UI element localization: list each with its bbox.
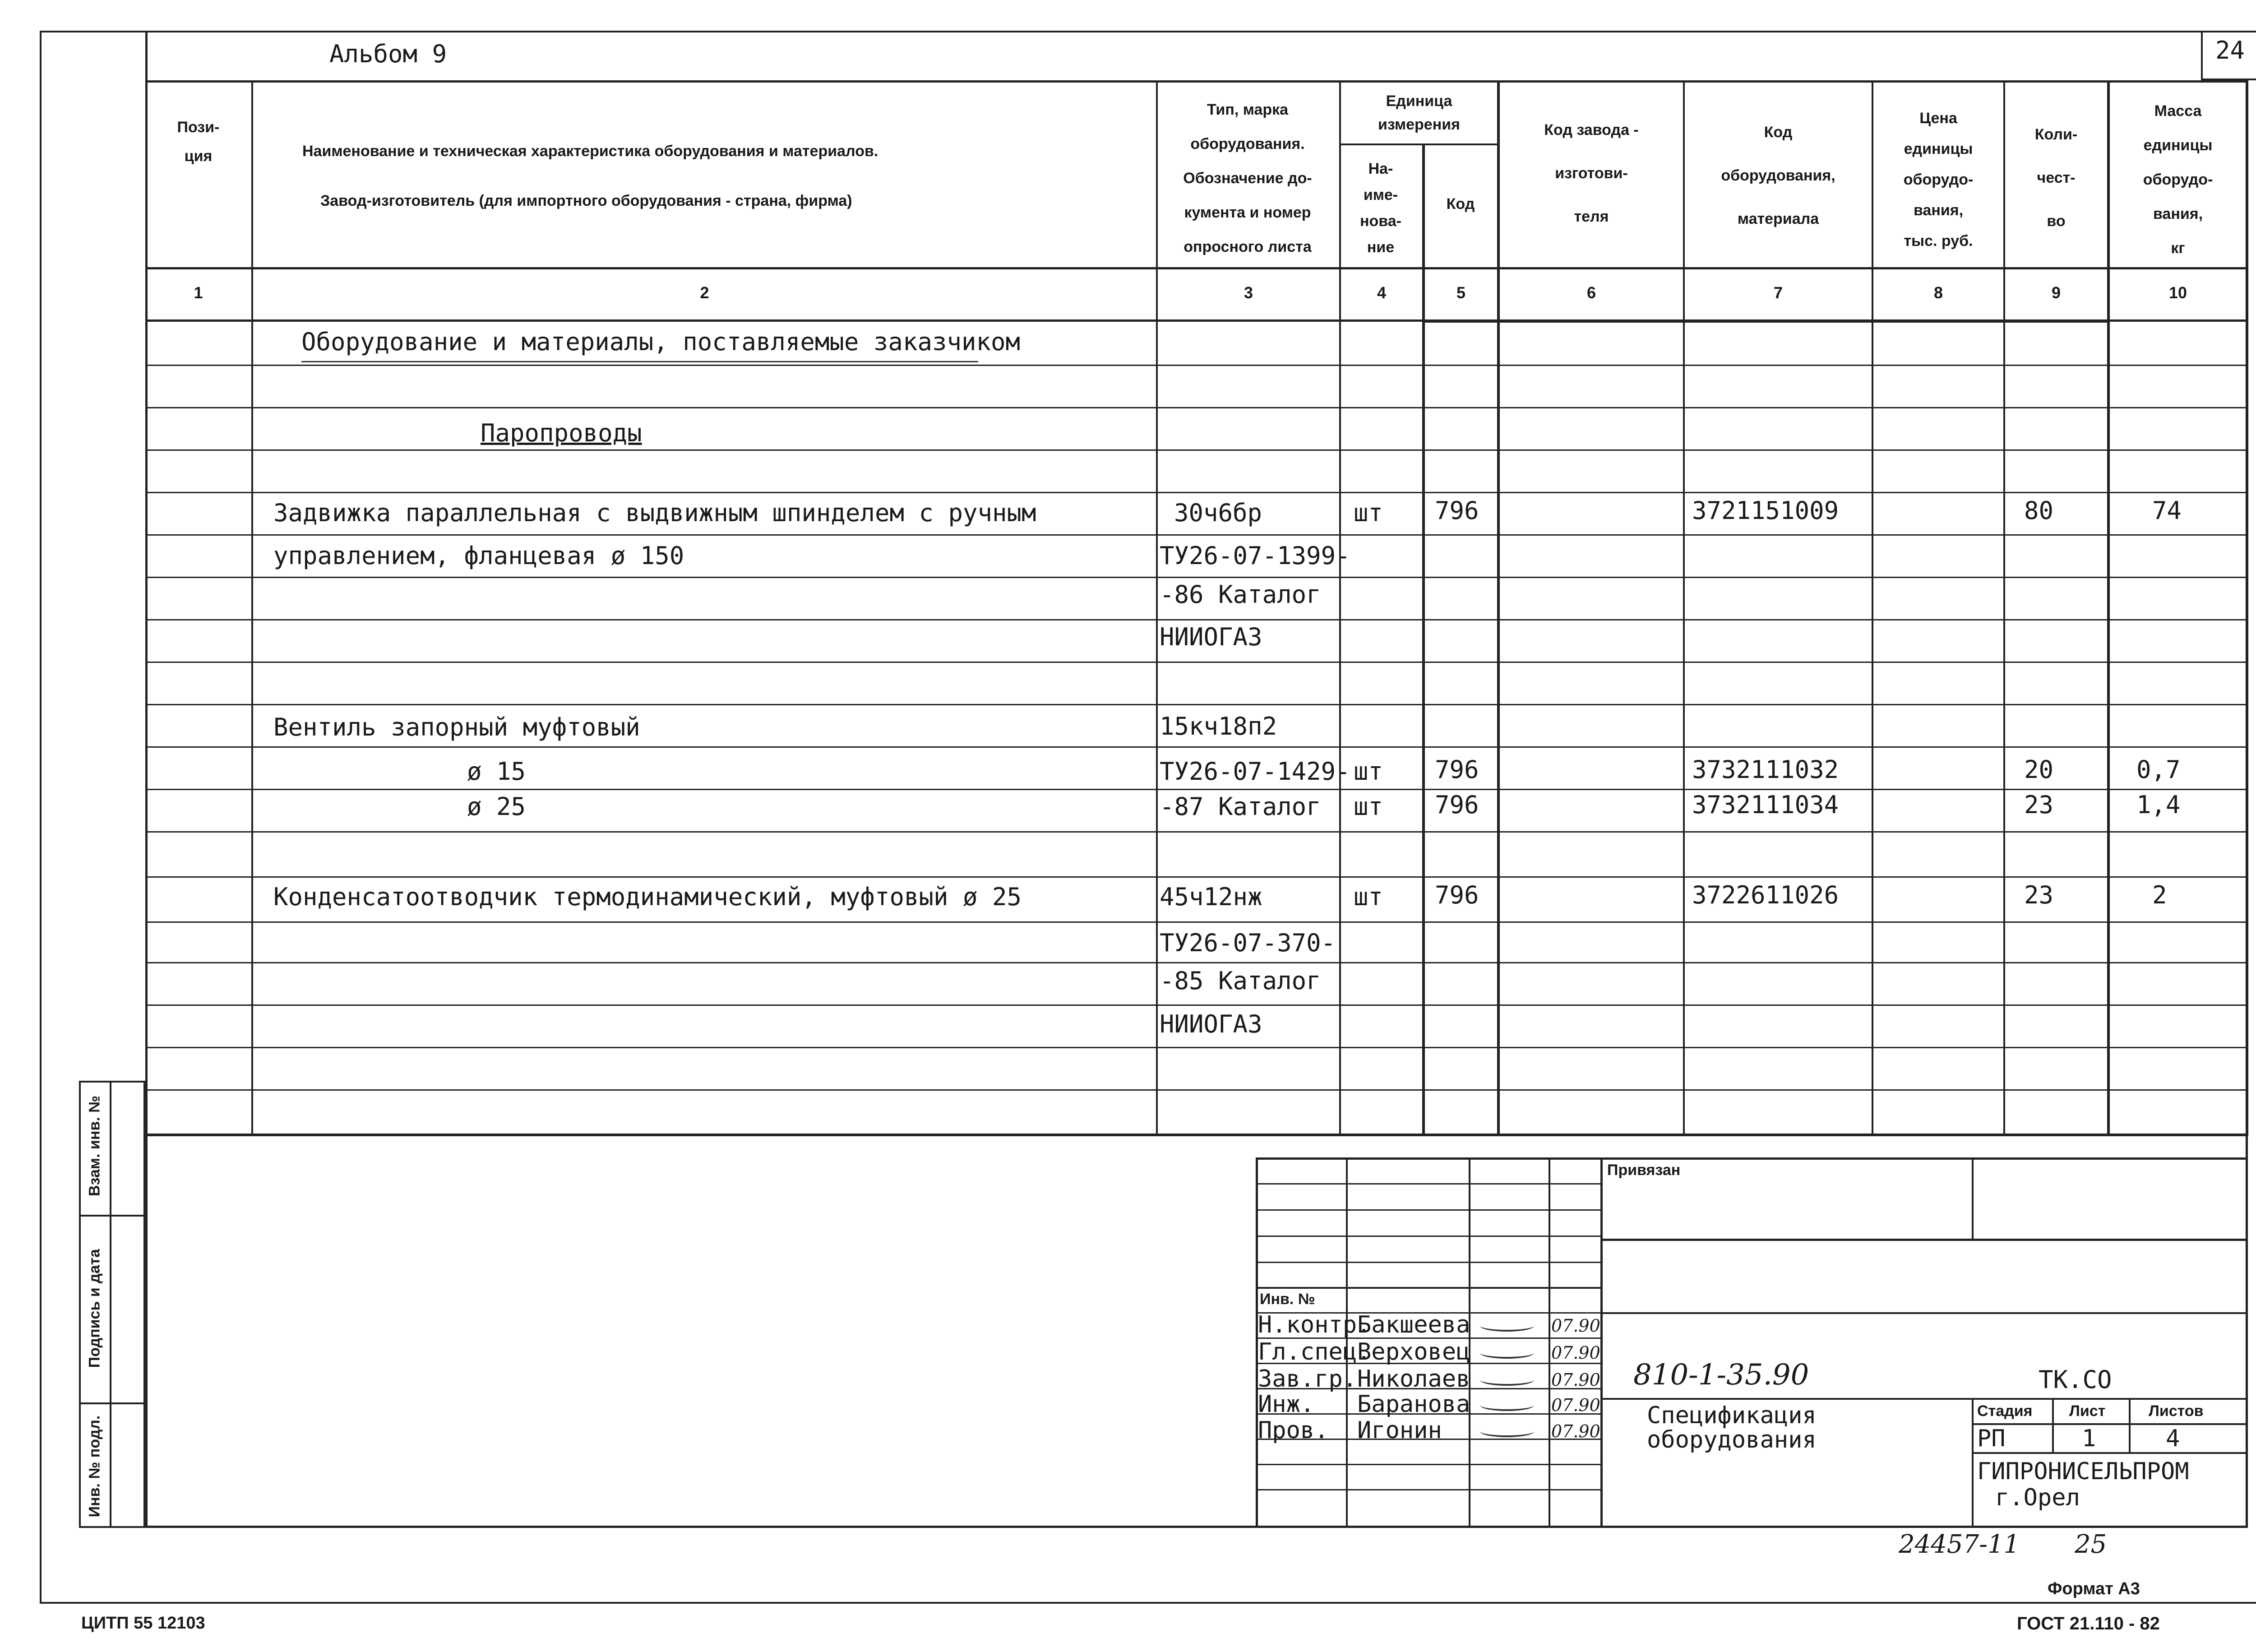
row-line: [145, 1047, 2248, 1048]
tb-hline-title: [1600, 1398, 2248, 1400]
role-person: Баранова: [1357, 1391, 1470, 1418]
signature: [1480, 1347, 1534, 1359]
colnum-7: 7: [1773, 283, 1783, 302]
item-type: -86 Каталог: [1160, 580, 1321, 609]
header-position: Пози- ция: [177, 119, 220, 165]
signature: [1480, 1399, 1534, 1411]
row-line: [145, 704, 2248, 705]
role-label: Н.контр.: [1258, 1311, 1371, 1338]
colnum-6: 6: [1586, 283, 1596, 302]
role-label: Инж.: [1258, 1391, 1315, 1418]
stage-label: Стадия: [1977, 1402, 2033, 1420]
item-type: 30ч6бр: [1174, 499, 1262, 527]
role-label: Пров.: [1258, 1417, 1329, 1444]
item-equipment-code: 3732111032: [1692, 755, 1839, 784]
header-equipment-code: Код оборудования, материала: [1721, 124, 1835, 227]
item-unit: шт: [1354, 757, 1383, 786]
role-person: Николаев: [1357, 1365, 1470, 1393]
role-date: 07.90: [1551, 1421, 1600, 1441]
album-label: Альбом 9: [329, 40, 447, 68]
item-unit-code: 796: [1435, 881, 1479, 909]
sheet-value: 1: [2082, 1425, 2096, 1452]
colnum-3: 3: [1244, 283, 1253, 302]
side-label-vzam: Взам. инв. №: [86, 1095, 103, 1197]
tb-hline: [1256, 1183, 1602, 1185]
header-factory-code: Код завода - изготови- теля: [1544, 121, 1639, 225]
row-line: [145, 407, 2248, 408]
tb-hline: [1256, 1489, 1602, 1490]
table-bottom-line: [145, 1134, 2248, 1136]
tb-vline-sheet: [2052, 1398, 2054, 1452]
tb-hline: [1256, 1287, 1602, 1289]
item-type: 15кч18п2: [1160, 712, 1277, 740]
row-line: [145, 1089, 2248, 1091]
colnum-8: 8: [1933, 283, 1943, 302]
item-mass: 74: [2152, 496, 2182, 525]
role-label: Гл.спец.: [1258, 1338, 1371, 1365]
colnum-5: 5: [1456, 283, 1466, 302]
role-date: 07.90: [1551, 1370, 1600, 1390]
tb-hline-stage: [1972, 1423, 2248, 1425]
tb-vline-privyazan: [1972, 1157, 1974, 1239]
header-unit: Единица измерения: [1378, 93, 1460, 133]
inv-no-label: Инв. №: [1260, 1291, 1315, 1308]
item-type: 45ч12нж: [1160, 883, 1262, 911]
section-title-underline: [301, 361, 978, 362]
role-date: 07.90: [1551, 1343, 1600, 1363]
item-type: НИИОГАЗ: [1160, 1010, 1262, 1038]
tb-vline-stage: [1972, 1398, 1974, 1528]
item-equipment-code: 3732111034: [1692, 791, 1839, 819]
colnum-2: 2: [700, 283, 709, 302]
item-type: ТУ26-07-1429-: [1160, 757, 1350, 786]
side-stamp-split: [79, 1215, 145, 1217]
col-line-1: [251, 80, 253, 1136]
stage-value: РП: [1977, 1425, 2006, 1452]
header-mass: Масса единицы оборудо- вания, кг: [2143, 102, 2213, 257]
sheets-value: 4: [2166, 1425, 2180, 1452]
header-unit-code: Код: [1446, 195, 1475, 213]
item-unit: шт: [1354, 792, 1383, 821]
role-person: Верховец: [1357, 1338, 1470, 1365]
side-label-inv-podl: Инв. № подл.: [86, 1415, 103, 1518]
sheet-number: 24: [2215, 36, 2245, 65]
item-mass: 2: [2152, 881, 2167, 909]
row-line: [145, 365, 2248, 366]
item-unit: шт: [1354, 499, 1383, 527]
item-type: -87 Каталог: [1160, 792, 1321, 821]
tb-hline-privyazan: [1600, 1239, 2248, 1241]
colnum-10: 10: [2168, 283, 2187, 302]
item-mass: 0,7: [2136, 755, 2181, 784]
sheet-label: Лист: [2069, 1402, 2106, 1420]
row-line: [145, 577, 2248, 578]
item-quantity: 80: [2024, 496, 2054, 525]
col-line-5: [1497, 80, 1500, 1136]
item-unit: шт: [1354, 883, 1383, 911]
item-mass: 1,4: [2136, 791, 2181, 819]
item-quantity: 23: [2024, 881, 2054, 909]
item-name: Задвижка параллельная с выдвижным шпинделем с ручным: [273, 499, 1036, 527]
gost-label: ГОСТ 21.110 - 82: [2017, 1614, 2160, 1633]
organization: ГИПРОНИСЕЛЬПРОМ г.Орел: [1977, 1458, 2189, 1511]
item-unit-code: 796: [1435, 791, 1479, 819]
item-name: ø 15: [467, 757, 526, 786]
item-equipment-code: 3722611026: [1692, 881, 1839, 909]
signature: [1480, 1374, 1534, 1386]
project-code: 810-1-35.90: [1633, 1358, 1809, 1392]
role-person: Игонин: [1357, 1417, 1442, 1444]
row-line: [145, 789, 2248, 790]
row-line: [145, 534, 2248, 536]
document-title: Спецификация оборудования: [1647, 1402, 1817, 1453]
item-quantity: 20: [2024, 755, 2054, 784]
row-line: [145, 492, 2248, 493]
doc-code: ТК.СО: [2039, 1365, 2112, 1394]
privyazan-label: Привязан: [1607, 1161, 1681, 1179]
signature: [1480, 1425, 1534, 1437]
item-unit-code: 796: [1435, 496, 1479, 525]
subsection-title: Паропроводы: [481, 419, 642, 447]
item-type: НИИОГАЗ: [1160, 623, 1262, 651]
tb-vline-sheets: [2129, 1398, 2131, 1452]
archive-page: 25: [2075, 1530, 2107, 1559]
side-stamp-split: [79, 1402, 145, 1404]
tb-hline: [1256, 1464, 1602, 1465]
item-type: ТУ26-07-370-: [1160, 929, 1336, 957]
row-line: [145, 746, 2248, 748]
archive-number: 24457-11: [1899, 1530, 2020, 1559]
row-line: [145, 662, 2248, 663]
tb-hline-code: [1600, 1312, 2248, 1314]
side-label-podpis: Подпись и дата: [86, 1249, 103, 1368]
item-name: Вентиль запорный муфтовый: [273, 713, 640, 741]
format-label: Формат А3: [2048, 1579, 2140, 1598]
colnum-4: 4: [1377, 283, 1387, 302]
role-label: Зав.гр.: [1258, 1365, 1357, 1393]
item-name: Конденсатоотводчик термодинамический, муфтовый ø 25: [273, 883, 1022, 911]
header-name: Наименование и техническая характеристика оборудования и материалов. Завод-изготовитель (для импортного оборудования - страна, фирма): [302, 143, 878, 209]
header-bottom-line: [145, 267, 2248, 269]
side-stamp-divider: [110, 1081, 111, 1528]
item-equipment-code: 3721151009: [1692, 496, 1839, 525]
unit-split-line: [1339, 143, 1499, 145]
header-price: Цена единицы оборудо- вания, тыс. руб.: [1903, 110, 1974, 250]
album-left-line: [145, 31, 148, 80]
signature: [1480, 1320, 1534, 1332]
role-person: Бакшеева: [1357, 1311, 1470, 1338]
tb-vline: [1549, 1157, 1550, 1528]
item-type: -85 Каталог: [1160, 967, 1321, 995]
row-line: [145, 449, 2248, 451]
tb-hline: [1256, 1209, 1602, 1211]
header-type: Тип, марка оборудования. Обозначение до- кумента и номер опросного листа: [1183, 101, 1312, 255]
tb-vline: [1600, 1157, 1603, 1528]
row-line: [145, 619, 2248, 620]
row-line: [145, 1004, 2248, 1006]
item-unit-code: 796: [1435, 755, 1479, 784]
item-type: ТУ26-07-1399-: [1160, 541, 1350, 570]
row-line: [145, 831, 2248, 833]
citp-label: ЦИТП 55 12103: [81, 1614, 205, 1633]
row-line: [145, 876, 2248, 878]
role-date: 07.90: [1551, 1316, 1600, 1336]
colnum-1: 1: [194, 283, 203, 302]
col-line-10: [2246, 80, 2248, 1136]
item-name: ø 25: [467, 792, 526, 821]
tb-hline: [1256, 1262, 1602, 1263]
sheets-label: Листов: [2149, 1402, 2204, 1420]
row-line: [145, 962, 2248, 963]
item-quantity: 23: [2024, 791, 2054, 819]
item-name: управлением, фланцевая ø 150: [273, 541, 684, 570]
role-date: 07.90: [1551, 1395, 1600, 1415]
row-line: [145, 921, 2248, 923]
header-quantity: Коли- чест- во: [2034, 126, 2078, 230]
tb-hline: [1256, 1236, 1602, 1237]
thick-top-line: [1422, 319, 2110, 323]
header-unit-name: На- име- нова- ние: [1360, 160, 1401, 256]
colnum-9: 9: [2051, 283, 2061, 302]
tb-hline-stage2: [1972, 1452, 2248, 1454]
section-title: Оборудование и материалы, поставляемые заказчиком: [301, 328, 1021, 356]
